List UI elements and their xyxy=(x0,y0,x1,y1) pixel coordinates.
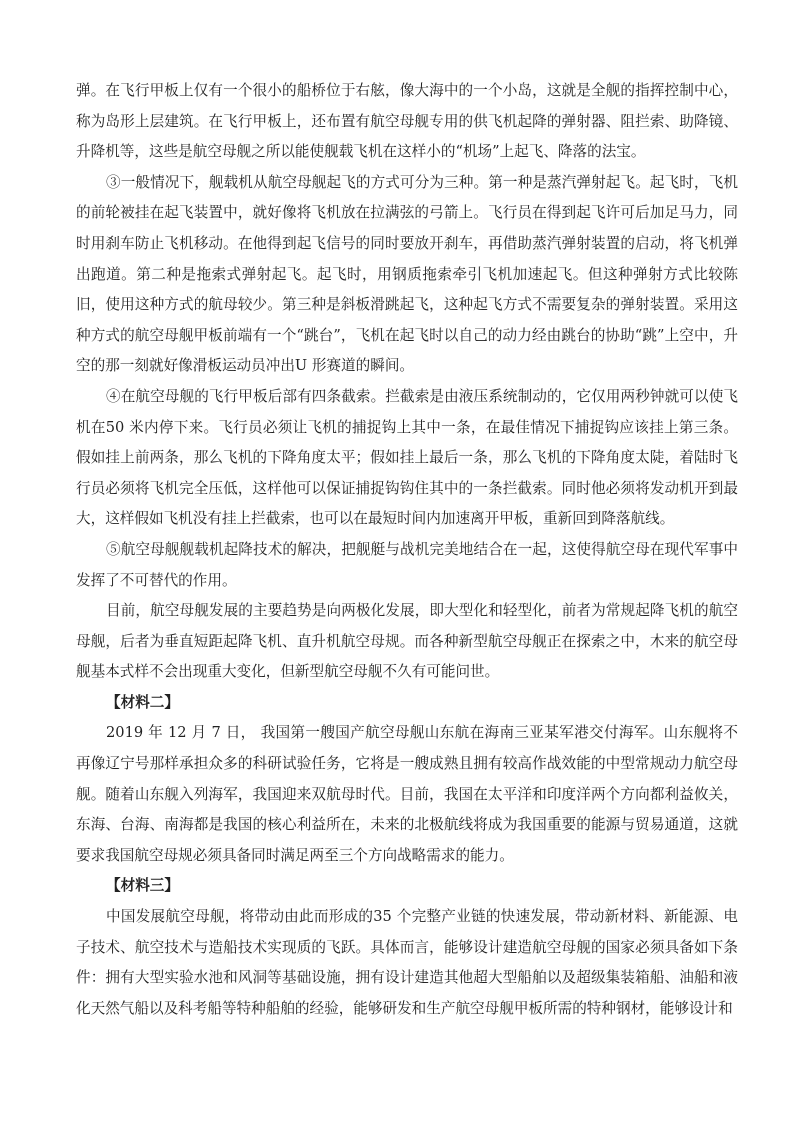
paragraph-takeoff-methods: ③一般情况下，舰载机从航空母舰起飞的方式可分为三种。第一种是蒸汽弹射起飞。起飞时，飞机的前轮被挂在起飞装置中，就好像将飞机放在拉满弦的弓箭上。飞行员在得到起飞许可后加足马力，同时用刹车防止飞机移动。在他得到起飞信号的同时要放开刹车，再借助蒸汽弹射装置的启动，将飞机弹出跑道。第二种是拖索式弹射起飞。起飞时，用钢质拖索牵引飞机加速起飞。但这种弹射方式比较陈旧，使用这种方式的航母较少。第三种是斜板滑跳起飞，这种起飞方式不需要复杂的弹射装置。采用这种方式的航空母舰甲板前端有一个“跳台”，飞机在起飞时以自己的动力经由跳台的协助“跳”上空中，升空的那一刻就好像滑板运动员冲出U 形赛道的瞬间。 xyxy=(76,173,738,375)
paragraph-industry-chain: 中国发展航空母舰，将带动由此而形成的35 个完整产业链的快速发展，带动新材料、新能源、电子技术、航空技术与造船技术实现质的飞跃。具体而言，能够设计建造航空母舰的国家必须具备如下条件：拥有大型实验水池和风洞等基础设施，拥有设计建造其他超大型船舶以及超级集装箱船、油船和液化天然气船以及科考船等特种船舶的经验，能够研发和生产航空母舰甲板所需的特种钢材，能够设计和 xyxy=(76,908,738,1017)
paragraph-shandong-carrier: 2019 年 12 月 7 日， 我国第一艘国产航空母舰山东航在海南三亚某军港交付海军。山东舰将不再像辽宁号那样承担众多的科研试验任务，它将是一艘成熟且拥有较高作战效能的中型常规动力航空母舰。随着山东舰入列海军，我国迎来双航母时代。目前，我国在太平洋和印度洋两个方向都利益攸关，东海、台海、南海都是我国的核心利益所在，未来的北极航线将成为我国重要的能源与贸易通道，这就要求我国航空母规必须具备同时满足两至三个方向战略需求的能力。 xyxy=(76,724,738,864)
heading-material-three: 【材料三】 xyxy=(106,877,179,895)
heading-material-two: 【材料二】 xyxy=(106,693,179,711)
paragraph-landing-technology: ⑤航空母舰舰载机起降技术的解决，把舰艇与战机完美地结合在一起，这使得航空母在现代军事中发挥了不可替代的作用。 xyxy=(76,540,738,589)
paragraph-continuation: 弹。在飞行甲板上仅有一个很小的船桥位于右舷，像大海中的一个小岛，这就是全舰的指挥控制中心，称为岛形上层建筑。在飞行甲板上，还布置有航空母舰专用的供飞机起降的弹射器、阻拦索、助降镜、升降机等，这些是航空母舰之所以能使舰载飞机在这样小的“机场”上起飞、降落的法宝。 xyxy=(76,82,738,161)
paragraph-arresting-cables: ④在航空母舰的飞行甲板后部有四条截索。拦截索是由液压系统制动的，它仅用两秒钟就可以使飞机在50 米内停下来。飞行员必须让飞机的捕捉钩上其中一条，在最佳情况下捕捉钩应该挂上第三条。假如挂上前两条，那么飞机的下降角度太平；假如挂上最后一条，那么飞机的下降角度太陡，着陆时飞行员必须将飞机完全压低，这样他可以保证捕捉钩钩住其中的一条拦截索。同时他必须将发动机开到最大，这样假如飞机没有挂上拦截索，也可以在最短时间内加速离开甲板，重新回到降落航线。 xyxy=(76,387,738,528)
paragraph-development-trend: 目前，航空母舰发展的主要趋势是向两极化发展，即大型化和轻型化，前者为常规起降飞机的航空母舰，后者为垂直短距起降飞机、直升机航空母规。而各种新型航空母舰正在探索之中，木来的航空母舰基本式样不会出现重大变化，但新型航空母舰不久有可能问世。 xyxy=(76,602,738,681)
